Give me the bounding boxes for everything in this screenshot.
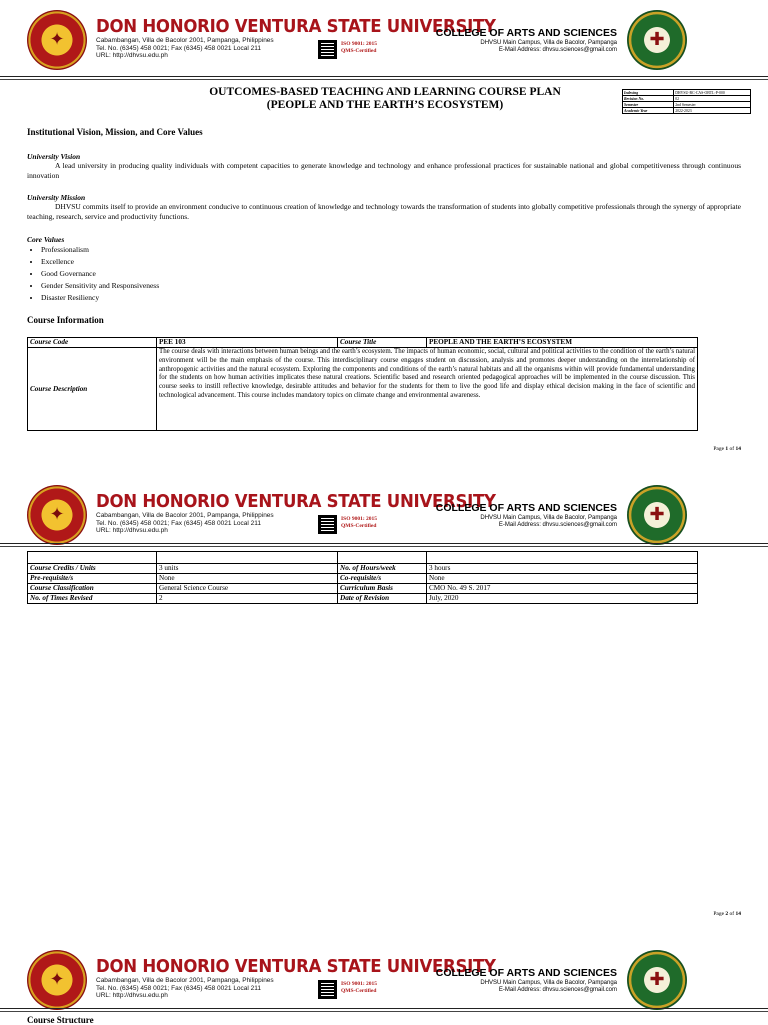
prerequisite-value: None [157, 574, 338, 584]
college-seal-icon: ✚ [627, 950, 687, 1010]
credits-label: Course Credits / Units [28, 564, 157, 574]
prerequisite-label: Pre-requisite/s [28, 574, 157, 584]
college-name: COLLEGE OF ARTS AND SCIENCES [435, 967, 617, 979]
page-number: Page 2 of 14 [713, 911, 741, 917]
course-structure-heading: Course Structure [27, 1015, 94, 1025]
page-header [0, 940, 768, 1012]
course-code-value: PEE 103 [157, 338, 338, 348]
curriculum-label: Curriculum Basis [338, 584, 427, 594]
header-divider [0, 543, 768, 547]
course-info-table [27, 337, 698, 431]
university-name: DON HONORIO VENTURA STATE UNIVERSITY [96, 491, 496, 512]
course-description-text: The course deals with interactions between human beings and the earth’s ecosystem. The impacts of human economic, social, cultural and political activities to the condition of the earth’s natural environment will be the main emphasis of the course. This interdisciplinary course engages student on discussion, analysis and promotes deeper understanding on the interrelationship of anthropogenic activities and the natural ecosystem. Exploring the components and conditions of the earth’s natural habitats and all the organisms within will provide fundamental understanding for the students on how human activities implicates these natural creations. Scientific based and research oriented pedagogical approaches will be implemented in the course discussion. This course seeks to instill reflective knowledge, desirable attitudes and behavior for the students for them to live the good life and display ethical decision making in the face of scientific and technological advancement. This course includes mandatory topics on climate change and environmental awareness. [157, 348, 698, 431]
course-description-label: Course Description [28, 348, 157, 431]
university-address: Cabambangan, Villa de Bacolor 2001, Pampanga, Philippines Tel. No. (6345) 458 0021; Fax (6345) 458 0021 Local 211 URL: http://dhvsu.edu.ph [96, 37, 274, 60]
iso-cert: ISO 9001: 2015 QMS-Certified [341, 981, 378, 994]
corequisite-label: Co-requisite/s [338, 574, 427, 584]
college-name: COLLEGE OF ARTS AND SCIENCES [435, 27, 617, 39]
list-item: • Professionalism [41, 244, 159, 256]
qr-code-icon [318, 40, 337, 59]
list-item: • Excellence [41, 256, 159, 268]
iso-cert: ISO 9001: 2015 QMS-Certified [341, 516, 378, 529]
core-values-list [27, 244, 159, 304]
course-info-heading: Course Information [27, 315, 104, 325]
college-address: DHVSU Main Campus, Villa de Bacolor, Pampanga E-Mail Address: dhvsu.sciences@gmail.com [480, 40, 617, 53]
list-item: • Good Governance [41, 268, 159, 280]
list-item: • Gender Sensitivity and Responsiveness [41, 280, 159, 292]
core-values-label: Core Values [27, 235, 65, 244]
course-code-label: Course Code [28, 338, 157, 348]
college-seal-icon: ✚ [627, 10, 687, 70]
college-address: DHVSU Main Campus, Villa de Bacolor, Pampanga E-Mail Address: dhvsu.sciences@gmail.com [480, 515, 617, 528]
college-address: DHVSU Main Campus, Villa de Bacolor, Pampanga E-Mail Address: dhvsu.sciences@gmail.com [480, 980, 617, 993]
header-divider [0, 1008, 768, 1012]
iso-cert: ISO 9001: 2015 QMS-Certified [341, 41, 378, 54]
page-number: Page 1 of 14 [713, 446, 741, 452]
curriculum-value: CMO No. 49 S. 2017 [427, 584, 698, 594]
vision-label: University Vision [27, 152, 81, 161]
university-seal-icon: ✦ [27, 950, 87, 1010]
college-seal-icon: ✚ [627, 485, 687, 545]
revisions-label: No. of Times Revised [28, 594, 157, 604]
vision-text: A lead university in producing quality individuals with competent capacities to generate knowledge and technology and enhance professional practices for sustainable national and global competitiveness through continuous innovation [27, 161, 741, 180]
hours-label: No. of Hours/week [338, 564, 427, 574]
mission-text: DHVSU commits itself to provide an environment conducive to continuous creation of knowledge and technology towards the transformation of students into globally competitive professionals through the synergy of appropriate teaching, research, service and productivity functions. [27, 202, 741, 221]
revision-date-value: July, 2020 [427, 594, 698, 604]
course-title-label: Course Title [338, 338, 427, 348]
mission-label: University Mission [27, 193, 86, 202]
classification-value: General Science Course [157, 584, 338, 594]
corequisite-value: None [427, 574, 698, 584]
course-title-value: PEOPLE AND THE EARTH’S ECOSYSTEM [427, 338, 698, 348]
vmc-heading: Institutional Vision, Mission, and Core Values [27, 127, 203, 137]
university-address: Cabambangan, Villa de Bacolor 2001, Pampanga, Philippines Tel. No. (6345) 458 0021; Fax (6345) 458 0021 Local 211 URL: http://dhvsu.edu.ph [96, 977, 274, 1000]
document-title: OUTCOMES-BASED TEACHING AND LEARNING COURSE PLAN (PEOPLE AND THE EARTH’S ECOSYSTEM) [209, 86, 561, 111]
university-address: Cabambangan, Villa de Bacolor 2001, Pampanga, Philippines Tel. No. (6345) 458 0021; Fax (6345) 458 0021 Local 211 URL: http://dhvsu.edu.ph [96, 512, 274, 535]
revisions-value: 2 [157, 594, 338, 604]
qr-code-icon [318, 515, 337, 534]
header-divider [0, 76, 768, 80]
hours-value: 3 hours [427, 564, 698, 574]
university-name: DON HONORIO VENTURA STATE UNIVERSITY [96, 16, 496, 37]
document-control-table: Indexing DHVSU-BC-CAS-OBTL-P-000 Revision No. 02 Semester 2nd Semester Academic Year 2022-2023 [622, 89, 751, 114]
university-seal-icon: ✦ [27, 10, 87, 70]
qr-code-icon [318, 980, 337, 999]
college-name: COLLEGE OF ARTS AND SCIENCES [435, 502, 617, 514]
classification-label: Course Classification [28, 584, 157, 594]
list-item: • Disaster Resiliency [41, 292, 159, 304]
credits-value: 3 units [157, 564, 338, 574]
course-details-table [27, 551, 698, 604]
university-seal-icon: ✦ [27, 485, 87, 545]
revision-date-label: Date of Revision [338, 594, 427, 604]
page-header [0, 0, 768, 72]
university-name: DON HONORIO VENTURA STATE UNIVERSITY [96, 956, 496, 977]
page-header [0, 475, 768, 547]
